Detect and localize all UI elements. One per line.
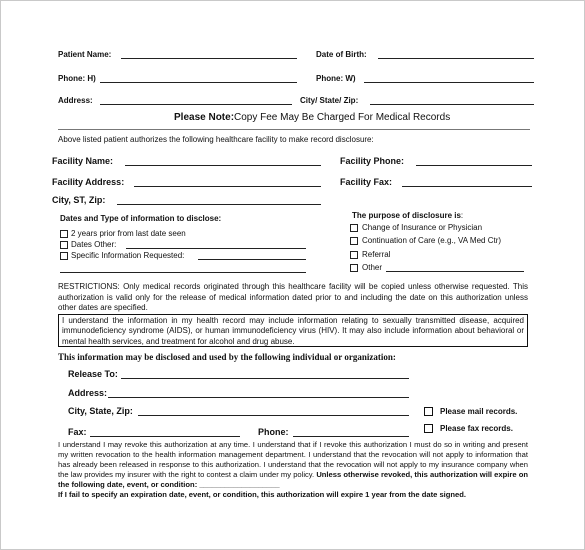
option-change-insurance: Change of Insurance or Physician [362, 223, 483, 232]
authorization-intro: Above listed patient authorizes the following healthcare facility to make record disclosure: [58, 135, 374, 144]
dates-other-field[interactable] [126, 248, 306, 249]
release-fax-field[interactable] [90, 436, 240, 437]
release-heading: This information may be disclosed and used by the following individual or organization: [58, 352, 396, 362]
facility-city-label: City, ST, Zip: [52, 195, 106, 205]
address-label: Address: [58, 96, 93, 105]
release-to-field[interactable] [121, 378, 409, 379]
facility-address-label: Facility Address: [52, 177, 125, 187]
option-referral: Referral [362, 250, 391, 259]
release-to-label: Release To: [68, 369, 118, 379]
divider [58, 129, 530, 130]
fax-records-option: Please fax records. [440, 424, 513, 433]
specific-info-field-2[interactable] [60, 272, 306, 273]
checkbox-mail-records[interactable] [424, 407, 433, 416]
sensitive-info-text: I understand the information in my health record may include information relating to sexually transmitted disease, acquired immunodeficiency syndrome (AIDS), or human immunodeficiency virus (HIV). It may also include information about behavioral or mental health services, and treatment for alcohol and drug abuse. [62, 316, 524, 346]
revocation-text: I understand I may revoke this authorization at any time. I understand that if I revoke this authorization I must do so in writing and present my written revocation to the health information management department. I understand that the revocation will not apply to information that has already been released in response to this authorization. I understand that the revocation will not apply to my insurance company when the law provides my insurer with the right to contest a claim under my policy. [58, 440, 528, 480]
city-state-zip-label: City/ State/ Zip: [300, 96, 359, 105]
note-text: Copy Fee May Be Charged For Medical Records [234, 112, 451, 123]
checkbox-referral[interactable] [350, 251, 358, 259]
option-dates-other: Dates Other: [71, 240, 117, 249]
patient-name-field[interactable] [121, 58, 297, 59]
mail-records-option: Please mail records. [440, 407, 518, 416]
option-2-years: 2 years prior from last date seen [71, 229, 186, 238]
facility-phone-field[interactable] [416, 165, 532, 166]
phone-work-label: Phone: W) [316, 74, 356, 83]
checkbox-other[interactable] [350, 264, 358, 272]
expiration-default: If I fail to specify an expiration date, event, or condition, this authorization will expire 1 year from the date signed. [58, 490, 467, 500]
expiration-clause: Unless otherwise revoked, this authorization will expire on the following date, event, or condition: ___________________ [58, 470, 528, 490]
facility-name-label: Facility Name: [52, 156, 114, 166]
purpose-other-field[interactable] [386, 271, 524, 272]
release-phone-field[interactable] [293, 436, 409, 437]
facility-phone-label: Facility Phone: [340, 156, 405, 166]
facility-fax-field[interactable] [402, 186, 532, 187]
purpose-title: The purpose of disclosure is: [352, 211, 464, 220]
specific-info-field[interactable] [198, 259, 306, 260]
option-continuation-care: Continuation of Care (e.g., VA Med Ctr) [362, 236, 502, 245]
phone-home-label: Phone: H) [58, 74, 96, 83]
checkbox-2-years[interactable] [60, 230, 68, 238]
release-city-field[interactable] [138, 415, 409, 416]
checkbox-continuation-care[interactable] [350, 237, 358, 245]
facility-city-field[interactable] [117, 204, 321, 205]
revocation-paragraph [58, 440, 528, 501]
facility-address-field[interactable] [134, 186, 321, 187]
checkbox-change-insurance[interactable] [350, 224, 358, 232]
checkbox-dates-other[interactable] [60, 241, 68, 249]
city-state-zip-field[interactable] [370, 104, 534, 105]
phone-work-field[interactable] [364, 82, 534, 83]
note-label: Please Note: [174, 112, 235, 123]
checkbox-specific-info[interactable] [60, 252, 68, 260]
option-other: Other [362, 263, 383, 272]
release-phone-label: Phone: [258, 427, 289, 437]
restrictions-paragraph: RESTRICTIONS: Only medical records originated through this healthcare facility will be copied unless otherwise requested. This authorization is valid only for the release of medical information dated prior to and including the date on this authorization unless other dates are specified. [58, 282, 528, 312]
release-city-label: City, State, Zip: [68, 406, 133, 416]
option-specific-info: Specific Information Requested: [71, 251, 185, 260]
dob-field[interactable] [378, 58, 534, 59]
dob-label: Date of Birth: [316, 50, 367, 59]
release-address-label: Address: [68, 388, 108, 398]
release-fax-label: Fax: [68, 427, 87, 437]
facility-fax-label: Facility Fax: [340, 177, 393, 187]
phone-home-field[interactable] [100, 82, 297, 83]
address-field[interactable] [100, 104, 292, 105]
sensitive-info-box [58, 314, 528, 347]
dates-section-title: Dates and Type of information to disclose: [60, 214, 222, 223]
patient-name-label: Patient Name: [58, 50, 112, 59]
release-address-field[interactable] [108, 397, 409, 398]
checkbox-fax-records[interactable] [424, 424, 433, 433]
facility-name-field[interactable] [125, 165, 321, 166]
